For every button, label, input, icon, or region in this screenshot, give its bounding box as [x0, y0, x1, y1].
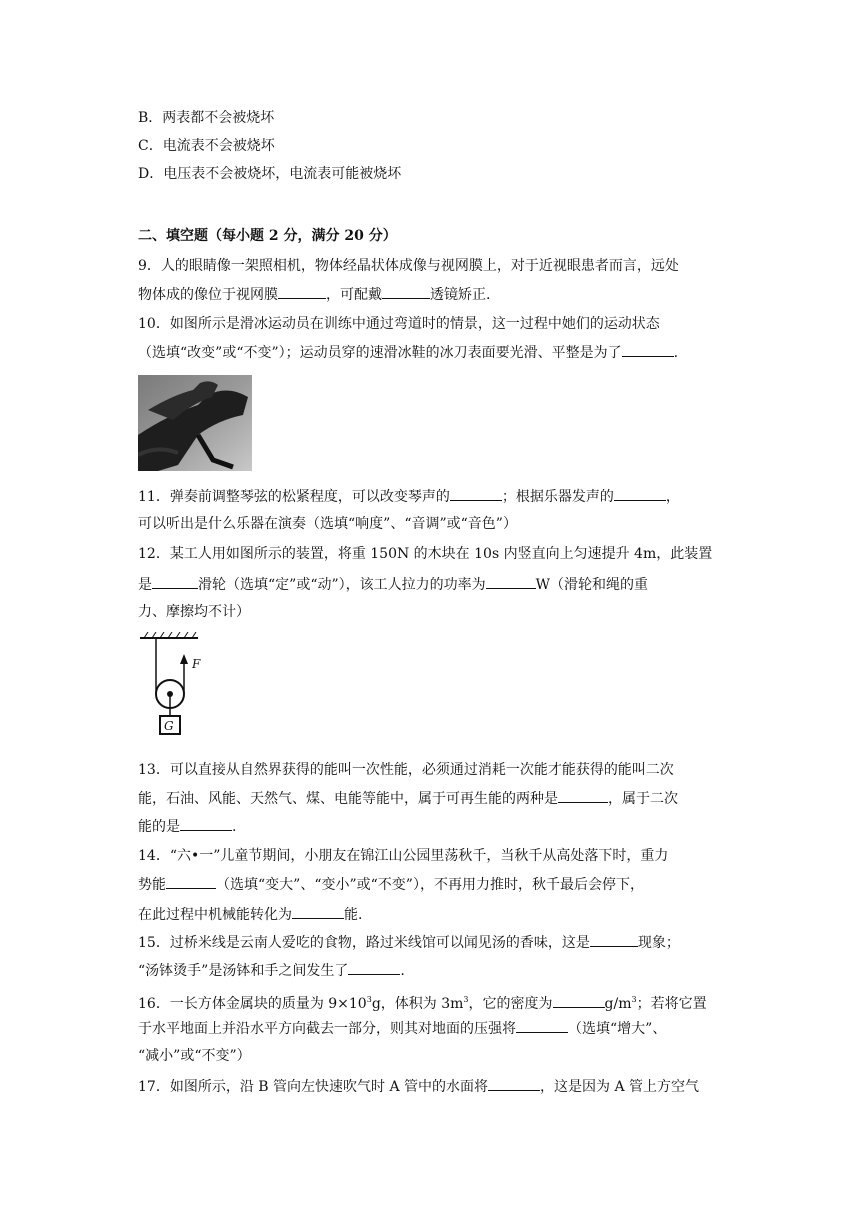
- option-d: D．电压表不会被烧坏，电流表可能被烧坏: [138, 166, 402, 182]
- q15-blank-1[interactable]: [590, 932, 638, 947]
- q12-line3: 力、摩擦均不计）: [138, 604, 250, 620]
- weight-label: G: [164, 719, 174, 733]
- q14-text-b: （选填“变大”、“变小”或“不变”），不再用力推时，秋千最后会停下，: [216, 877, 644, 893]
- q17-text-a: 17．如图所示，沿 B 管向左快速吹气时 A 管中的水面将: [138, 1079, 489, 1095]
- q15-text-a: 15．过桥米线是云南人爱吃的食物，路过米线馆可以闻见汤的香味，这是: [138, 935, 590, 951]
- q9-line2: [138, 284, 490, 305]
- q12-line2: [138, 574, 648, 595]
- q11-blank-2[interactable]: [614, 486, 666, 501]
- q16-text-e: ；若将它置: [636, 996, 707, 1012]
- q13-line3: [138, 816, 236, 837]
- q9-text-c: 透镜矫正.: [430, 287, 491, 303]
- q14-line2: [138, 874, 644, 895]
- q14-text-d: 能.: [344, 907, 363, 923]
- speed-skaters-photo: [138, 375, 252, 471]
- q16-exponent-2: 3: [463, 995, 469, 1004]
- q15-blank-2[interactable]: [348, 960, 400, 975]
- q16-line2: [138, 1018, 666, 1039]
- q12-text-a: 是: [138, 577, 152, 593]
- q17-line1: [138, 1076, 699, 1097]
- q17-blank-1[interactable]: [488, 1076, 540, 1091]
- q16-text-c: ，它的密度为: [468, 996, 553, 1012]
- q16-exponent-1: 3: [366, 995, 372, 1004]
- q11-line1: [138, 486, 680, 507]
- q15-text-c: “汤钵烫手”是汤钵和手之间发生了: [138, 963, 349, 979]
- q11-text-a: 11．弹奏前调整琴弦的松紧程度，可以改变琴声的: [138, 489, 450, 505]
- option-c: C．电流表不会被烧坏: [138, 138, 275, 154]
- q13-text-c: 能的是: [138, 819, 180, 835]
- q11-text-c: ，: [665, 489, 680, 505]
- q9-text-a: 物体成的像位于视网膜: [138, 287, 278, 303]
- q13-text-d: .: [232, 819, 237, 835]
- movable-pulley-diagram: [138, 632, 210, 744]
- q11-blank-1[interactable]: [450, 486, 502, 501]
- q15-line1: [138, 932, 680, 953]
- q16-line1: [138, 990, 707, 1014]
- q16-text-b: g，体积为 3m: [371, 996, 464, 1012]
- q16-exponent-3: 3: [631, 995, 637, 1004]
- q9-line1: 9．人的眼睛像一架照相机，物体经晶状体成像与视网膜上，对于近视眼患者而言，远处: [138, 258, 679, 274]
- q12-text-b: 滑轮（选填“定”或“动”），该工人拉力的功率为: [198, 577, 486, 593]
- section-title: 二、填空题（每小题 2 分，满分 20 分）: [138, 228, 397, 244]
- q15-line2: [138, 960, 405, 981]
- q15-text-d: .: [400, 963, 405, 979]
- q17-text-b: ，这是因为 A 管上方空气: [540, 1079, 700, 1095]
- q10-line2: [138, 342, 678, 363]
- q12-line1: 12．某工人用如图所示的装置，将重 150N 的木块在 10s 内竖直向上匀速提升 4m，此装置: [138, 546, 713, 562]
- q14-line3: [138, 904, 362, 925]
- q10-blank[interactable]: [622, 342, 674, 357]
- q13-blank-2[interactable]: [180, 816, 232, 831]
- q14-text-c: 在此过程中机械能转化为: [138, 907, 292, 923]
- q16-blank-2[interactable]: [516, 1018, 568, 1033]
- q12-text-c: W（滑轮和绳的重: [535, 577, 649, 593]
- q9-text-b: ，可配戴: [326, 287, 382, 303]
- q16-line3: “减小”或“不变”）: [138, 1048, 251, 1064]
- q12-blank-1[interactable]: [152, 574, 198, 589]
- q13-blank-1[interactable]: [558, 788, 608, 803]
- q10-text-b: .: [673, 345, 679, 361]
- q14-blank-1[interactable]: [166, 874, 216, 889]
- q15-text-b: 现象；: [637, 935, 680, 951]
- q11-line2: 可以听出是什么乐器在演奏（选填“响度”、“音调”或“音色”）: [138, 516, 517, 532]
- q9-blank-1[interactable]: [278, 284, 326, 299]
- q14-text-a: 势能: [138, 877, 166, 893]
- force-label: F: [192, 657, 201, 671]
- q16-blank-1[interactable]: [553, 993, 605, 1008]
- q10-line1: 10．如图所示是滑冰运动员在训练中通过弯道时的情景，这一过程中她们的运动状态: [138, 316, 660, 332]
- q14-line1: 14．“六•一”儿童节期间，小朋友在锦江山公园里荡秋千，当秋千从高处落下时，重力: [138, 848, 669, 864]
- q16-text-a: 16．一长方体金属块的质量为 9×10: [138, 996, 367, 1012]
- q13-text-b: ，属于二次: [608, 791, 678, 807]
- q13-line1: 13．可以直接从自然界获得的能叫一次性能，必须通过消耗一次能才能获得的能叫二次: [138, 762, 674, 778]
- q10-text-a: （选填“改变”或“不变”）；运动员穿的速滑冰鞋的冰刀表面要光滑、平整是为了: [138, 345, 622, 361]
- option-b: B．两表都不会被烧坏: [138, 110, 275, 126]
- q13-line2: [138, 788, 678, 809]
- q9-blank-2[interactable]: [382, 284, 430, 299]
- q16-text-d: g/m: [604, 996, 632, 1012]
- q13-text-a: 能，石油、风能、天然气、煤、电能等能中，属于可再生能的两种是: [138, 791, 558, 807]
- q16-text-f: 于水平地面上并沿水平方向截去一部分，则其对地面的压强将: [138, 1021, 516, 1037]
- q11-text-b: ；根据乐器发声的: [501, 489, 614, 505]
- q16-text-g: （选填“增大”、: [568, 1021, 667, 1037]
- q12-blank-2[interactable]: [486, 574, 536, 589]
- q14-blank-2[interactable]: [292, 904, 344, 919]
